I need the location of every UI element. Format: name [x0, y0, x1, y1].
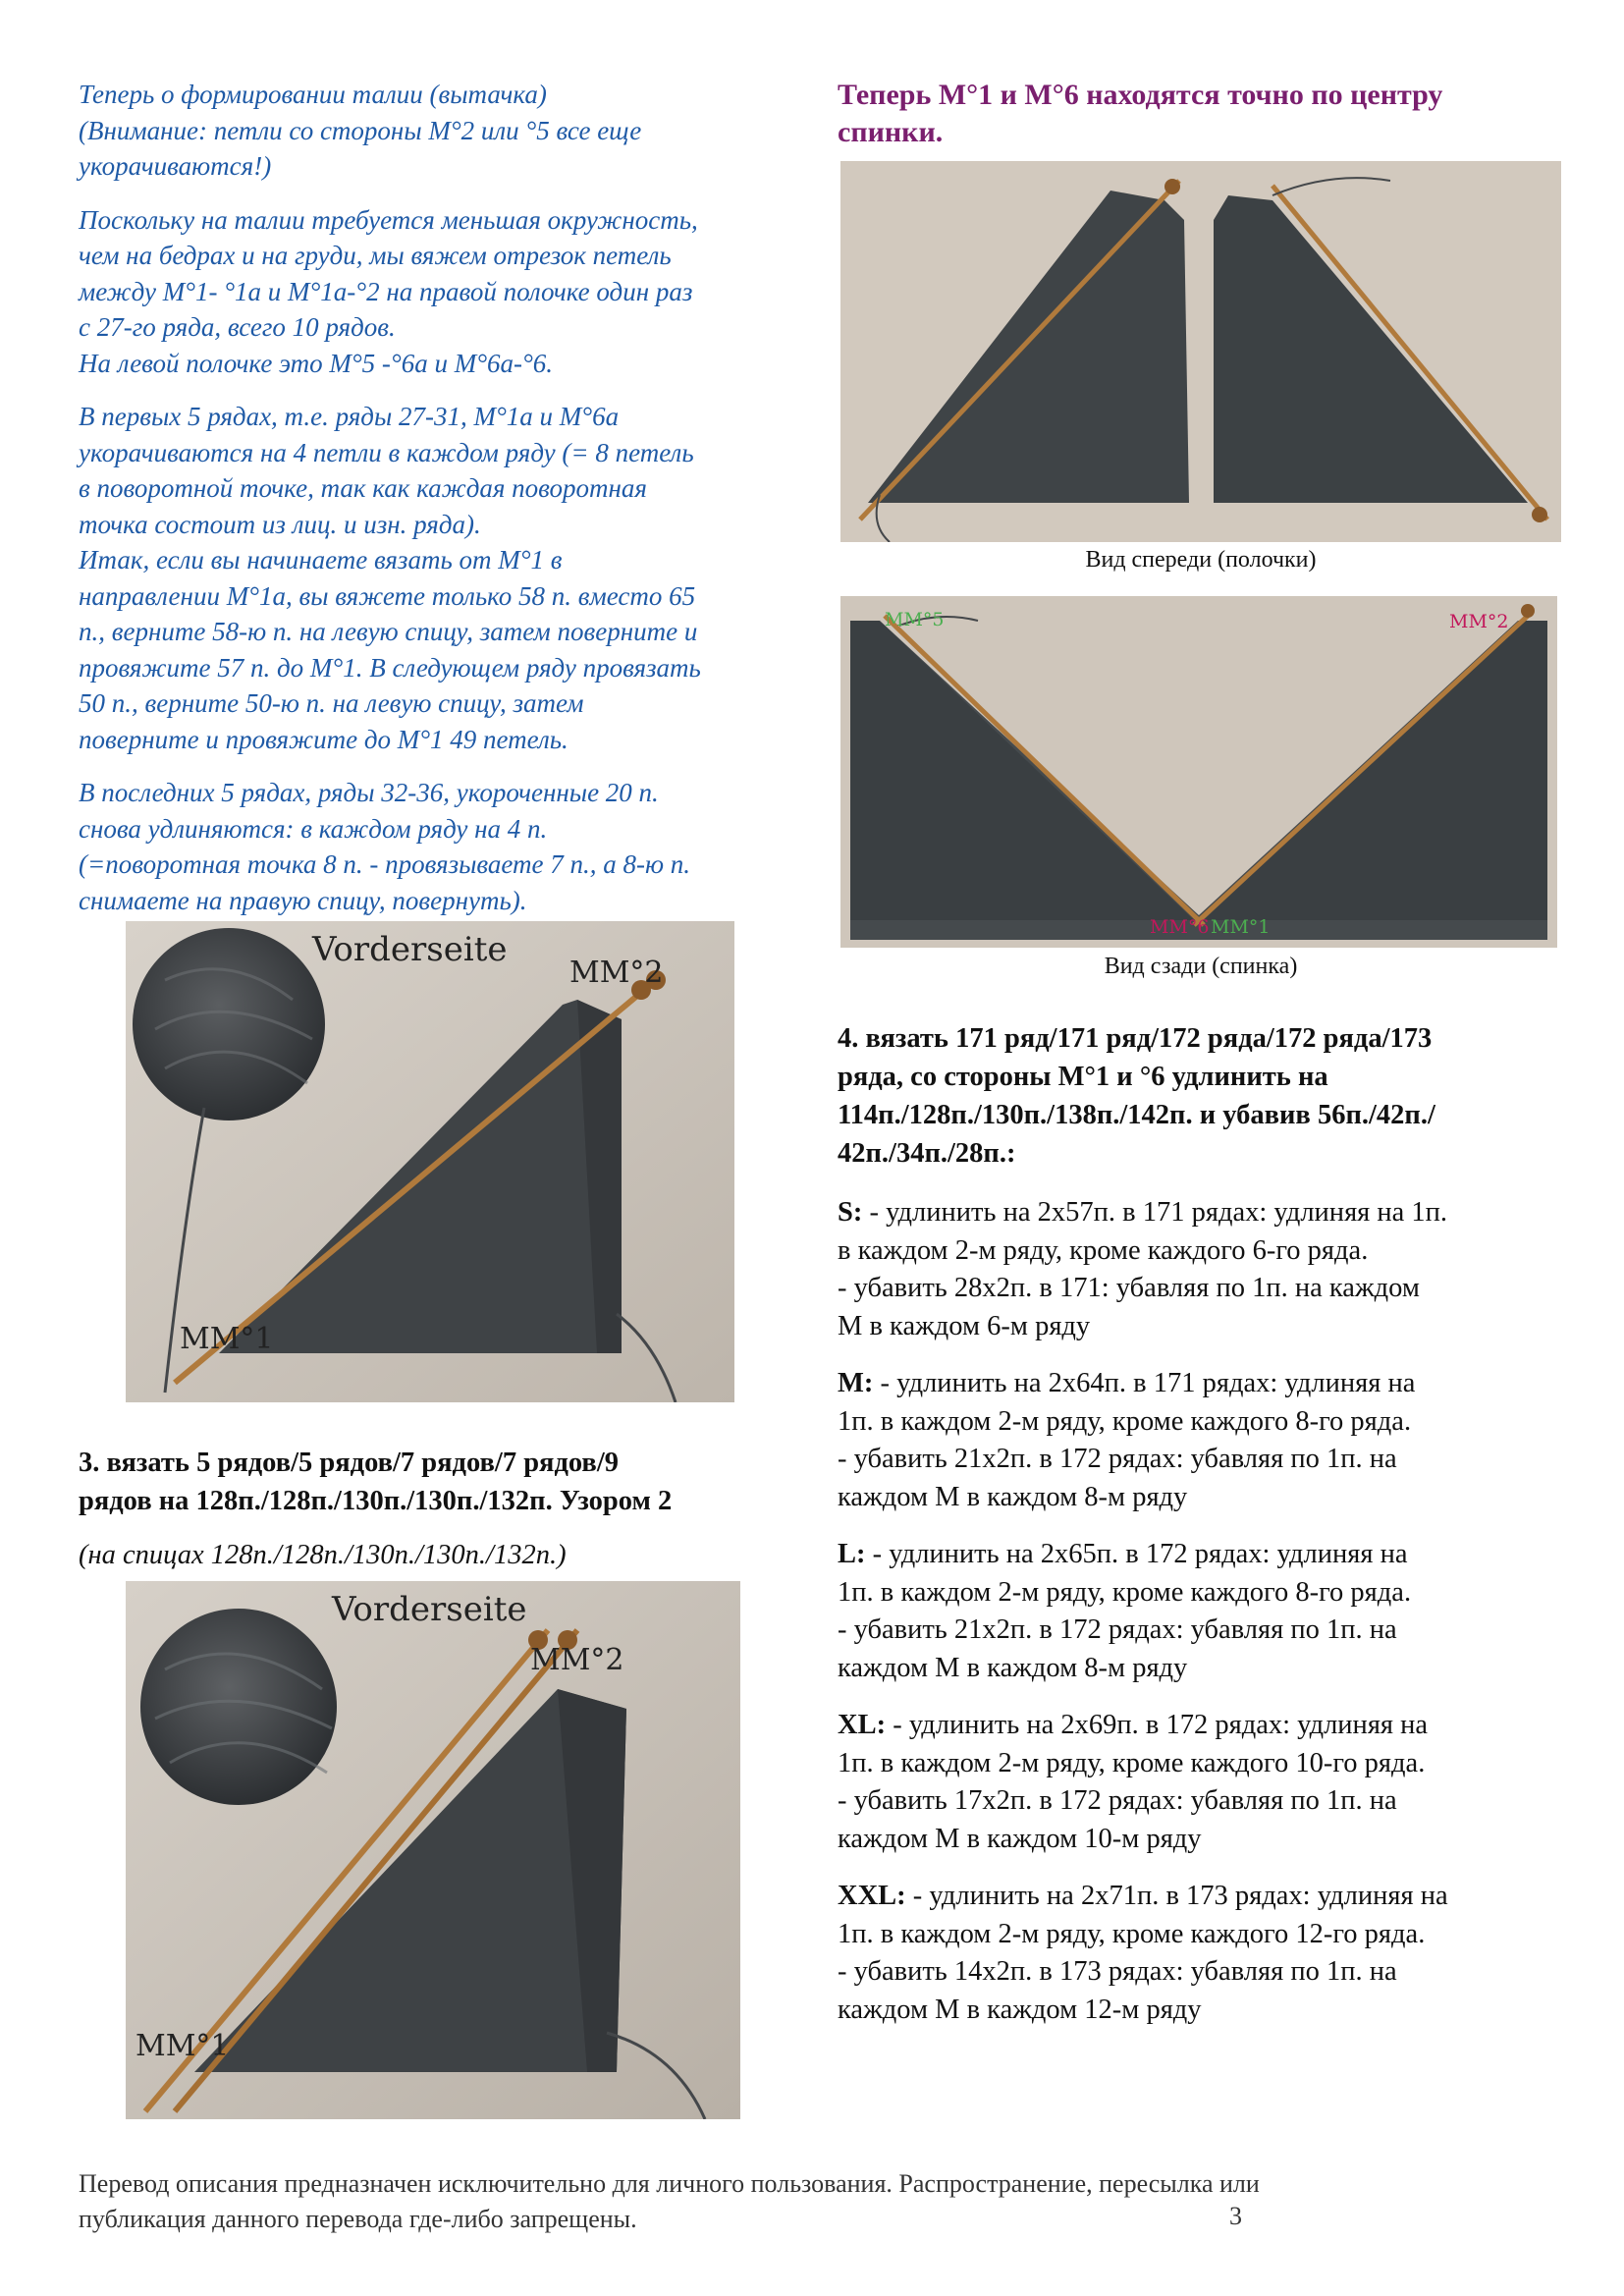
text-line: чем на бедрах и на груди, мы вяжем отрезок петель [79, 241, 672, 270]
text-line: 1п. в каждом 2-м ряду, кроме каждого 10-го ряда. [838, 1747, 1426, 1778]
photo-title: Vorderseite [312, 930, 508, 969]
caption-back-view: Вид сзади (спинка) [1104, 954, 1298, 979]
text-line: между М°1- °1а и М°1а-°2 на правой полочке один раз [79, 276, 693, 306]
text-line: В последних 5 рядах, ряды 32-36, укороченные 20 п. [79, 778, 659, 807]
size-label: M: [838, 1368, 874, 1398]
text-line: - удлинить на 2х64п. в 171 рядах: удлиняя на [873, 1368, 1416, 1398]
text-line: - убавить 17х2п. в 172 рядах: убавляя по 1п. на [838, 1785, 1397, 1816]
text-line: снимаете на правую спицу, повернуть). [79, 885, 527, 915]
size-s-instructions [838, 1194, 1569, 1345]
text-line: - удлинить на 2х57п. в 171 рядах: удлиняя на 1п. [862, 1197, 1448, 1228]
text-line: Теперь о формировании талии (вытачка) [79, 80, 547, 109]
text-line: укорачиваются на 4 петли в каждом ряду (= 8 петель [79, 437, 694, 467]
text-line: - удлинить на 2х69п. в 172 рядах: удлиняя на [886, 1710, 1429, 1740]
size-label: S: [838, 1197, 863, 1228]
text-line: 1п. в каждом 2-м ряду, кроме каждого 8-го ряда. [838, 1405, 1412, 1437]
text-line: 50 п., верните 50-ю п. на левую спицу, затем [79, 688, 584, 718]
text-line: рядов на 128п./128п./130п./130п./132п. Узором 2 [79, 1486, 673, 1516]
text-line: Перевод описания предназначен исключительно для личного пользования. Распространение, пересылка или [79, 2169, 1260, 2198]
size-xl-instructions [838, 1707, 1569, 1858]
marker-label-mm1: MM°1 [1211, 916, 1271, 938]
waist-paragraph-3 [79, 399, 795, 757]
text-line: 3. вязать 5 рядов/5 рядов/7 рядов/7 рядов/9 [79, 1448, 619, 1478]
marker-label-mm1: MM°1 [180, 1322, 274, 1356]
text-line: (Внимание: петли со стороны М°2 или °5 все еще [79, 115, 642, 145]
text-line: каждом М в каждом 10-м ряду [838, 1823, 1202, 1854]
text-line: - убавить 21х2п. в 172 рядах: убавляя по 1п. на [838, 1614, 1397, 1645]
marker-label-mm5: MM°5 [885, 609, 945, 630]
text-line: точка состоит из лиц. и изн. ряда). [79, 509, 481, 539]
waist-paragraph-4 [79, 775, 795, 918]
text-line: Поскольку на талии требуется меньшая окружность, [79, 204, 698, 235]
text-line: каждом М в каждом 8-м ряду [838, 1652, 1188, 1683]
text-line: - убавить 28х2п. в 171: убавляя по 1п. на каждом [838, 1273, 1420, 1303]
marker-label-mm2: MM°2 [530, 1643, 624, 1677]
knitting-photo-front-piece-1 [126, 921, 734, 1402]
text-line: 114п./128п./130п./138п./142п. и убавив 56п./42п./ [838, 1100, 1435, 1130]
text-line: спинки. [838, 116, 944, 148]
waist-paragraph-2 [79, 202, 795, 382]
marker-label-mm1: MM°1 [135, 2029, 230, 2063]
text-line: ряда, со стороны М°1 и °6 удлинить на [838, 1062, 1328, 1092]
size-l-instructions [838, 1536, 1569, 1687]
text-line: На левой полочке это М°5 -°6а и М°6а-°6. [79, 348, 554, 378]
text-line: в каждом 2-м ряду, кроме каждого 6-го ряда. [838, 1234, 1369, 1266]
text-line: Теперь М°1 и М°6 находятся точно по центру [838, 79, 1443, 111]
step-4-block [838, 1019, 1569, 2049]
waist-intro [79, 77, 795, 185]
size-label: XL: [838, 1710, 887, 1740]
text-line: 42п./34п./28п.: [838, 1138, 1016, 1169]
text-line: 4. вязать 171 ряд/171 ряд/172 ряда/172 ряда/173 [838, 1023, 1433, 1054]
knitting-photo-front-piece-2 [126, 1581, 740, 2119]
size-xxl-instructions [838, 1878, 1569, 2029]
center-back-heading [838, 77, 1564, 151]
text-line: каждом М в каждом 12-м ряду [838, 1994, 1202, 2025]
knitting-photo-front-view [840, 161, 1561, 542]
text-line: направлении М°1а, вы вяжете только 58 п. вместо 65 [79, 580, 696, 611]
text-line: с 27-го ряда, всего 10 рядов. [79, 312, 396, 342]
text-line: публикация данного перевода где-либо запрещены. [79, 2205, 637, 2233]
text-line: 1п. в каждом 2-м ряду, кроме каждого 8-го ряда. [838, 1576, 1412, 1608]
text-line: п., верните 58-ю п. на левую спицу, затем поверните и [79, 617, 698, 646]
text-line: (=поворотная точка 8 п. - провязываете 7 п., а 8-ю п. [79, 849, 691, 879]
text-line: - убавить 14х2п. в 173 рядах: убавляя по 1п. на [838, 1956, 1397, 1987]
step-4-heading [838, 1019, 1569, 1173]
knitting-photo-back-view [840, 596, 1557, 948]
step-3-block [79, 1444, 805, 1573]
text-line: - удлинить на 2х65п. в 172 рядах: удлиняя на [865, 1539, 1408, 1569]
text-line: Итак, если вы начинаете вязать от М°1 в [79, 545, 563, 574]
photo-title: Vorderseite [332, 1590, 527, 1629]
text-line: В первых 5 рядах, т.е. ряды 27-31, М°1а и М°6а [79, 402, 620, 431]
text-line: провяжите 57 п. до М°1. В следующем ряду провязать [79, 652, 701, 683]
step-3-heading [79, 1444, 805, 1520]
caption-front-view: Вид спереди (полочки) [1085, 547, 1317, 573]
step-3-note: (на спицах 128п./128п./130п./130п./132п.) [79, 1540, 567, 1570]
text-line: - убавить 21х2п. в 172 рядах: убавляя по 1п. на [838, 1444, 1397, 1474]
text-line: - удлинить на 2х71п. в 173 рядах: удлиняя на [905, 1881, 1448, 1911]
right-column [838, 77, 1564, 161]
size-m-instructions [838, 1365, 1569, 1516]
marker-label-mm2: MM°2 [1449, 611, 1509, 632]
text-line: каждом М в каждом 8-м ряду [838, 1481, 1188, 1512]
text-line: укорачиваются!) [79, 151, 272, 181]
size-label: L: [838, 1539, 866, 1569]
text-line: снова удлиняются: в каждом ряду на 4 п. [79, 813, 548, 844]
left-column [79, 77, 795, 942]
size-label: XXL: [838, 1881, 906, 1911]
text-line: М в каждом 6-м ряду [838, 1310, 1091, 1341]
page-number: 3 [1229, 2202, 1242, 2230]
text-line: в поворотной точке, так как каждая поворотная [79, 473, 647, 503]
marker-label-mm6: MM°6 [1150, 916, 1210, 938]
text-line: поверните и провяжите до М°1 49 петель. [79, 724, 568, 754]
footer-disclaimer [79, 2166, 1551, 2237]
text-line: 1п. в каждом 2-м ряду, кроме каждого 12-го ряда. [838, 1918, 1426, 1949]
marker-label-mm2: MM°2 [569, 956, 664, 990]
